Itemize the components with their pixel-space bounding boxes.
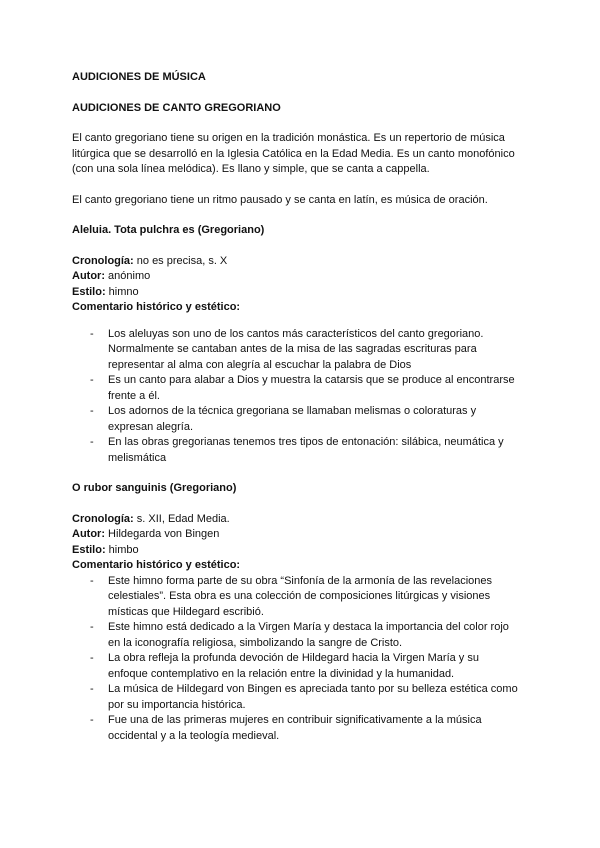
author-field	[72, 269, 528, 285]
list-item-line: La música de Hildegard von Bingen es apreciada tanto por su belleza estética como	[108, 683, 518, 695]
list-item	[72, 682, 528, 713]
author-label: Autor:	[72, 528, 105, 540]
list-item-line: Normalmente se cantaban antes de la misa de las sagradas escrituras para	[108, 343, 477, 355]
list-item	[72, 404, 528, 435]
list-item	[72, 327, 528, 374]
intro-paragraph	[72, 131, 528, 178]
list-item-line: celestiales”. Esta obra es una colección de composiciones litúrgicas y visiones	[108, 590, 491, 602]
commentary-label: Comentario histórico y estético:	[72, 301, 241, 313]
piece-section	[72, 481, 528, 744]
list-item-line: Es un canto para alabar a Dios y muestra la catarsis que se produce al encontrarse	[108, 374, 515, 386]
list-item	[72, 651, 528, 682]
list-item-line: Los adornos de la técnica gregoriana se llamaban melismas o coloraturas y	[108, 405, 477, 417]
list-item-line: Los aleluyas son uno de los cantos más característicos del canto gregoriano.	[108, 327, 484, 340]
section-title: AUDICIONES DE CANTO GREGORIANO	[72, 101, 281, 114]
style-label: Estilo:	[72, 285, 106, 298]
intro-line: (con una sola línea melódica). Es llano y simple, que se canta a cappella.	[72, 163, 430, 175]
style-label: Estilo:	[72, 543, 106, 556]
author-value: anónimo	[105, 270, 151, 282]
chronology-value: s. XII, Edad Media.	[133, 512, 230, 525]
list-item	[72, 373, 528, 404]
style-value: himno	[105, 285, 139, 298]
chronology-label: Cronología:	[72, 254, 134, 267]
list-item-line: melismática	[108, 451, 167, 464]
intro-paragraph-2: El canto gregoriano tiene un ritmo pausado y se canta en latín, es música de oración.	[72, 193, 488, 206]
list-item	[72, 574, 528, 621]
chronology-label: Cronología:	[72, 512, 134, 525]
author-field	[72, 527, 528, 543]
commentary-label: Comentario histórico y estético:	[72, 559, 241, 571]
bullet-dash: -	[90, 621, 94, 633]
intro-line: litúrgica que se desarrolló en la Iglesia Católica en la Edad Media. Es un canto monofónico	[72, 147, 515, 160]
chronology-field	[72, 254, 528, 270]
bullet-dash: -	[90, 683, 94, 695]
bullet-dash: -	[90, 714, 94, 726]
commentary-list	[72, 327, 528, 467]
chronology-value: no es precisa, s. X	[133, 254, 228, 267]
bullet-dash: -	[90, 327, 94, 340]
list-item-line: Este himno está dedicado a la Virgen María y destaca la importancia del color rojo	[108, 621, 509, 633]
commentary-list	[72, 574, 528, 745]
document-title: AUDICIONES DE MÚSICA	[72, 71, 206, 83]
list-item-line: Este himno forma parte de su obra “Sinfonía de la armonía de las revelaciones	[108, 574, 492, 587]
bullet-dash: -	[90, 374, 94, 386]
list-item-line: en la iconografía religiosa, simbolizando la sangre de Cristo.	[108, 636, 403, 649]
list-item	[72, 713, 528, 744]
list-item-line: por su importancia histórica.	[108, 698, 246, 711]
list-item-line: Fue una de las primeras mujeres en contribuir significativamente a la música	[108, 714, 482, 726]
list-item-line: La obra refleja la profunda devoción de Hildegard hacia la Virgen María y su	[108, 652, 479, 664]
list-item-line: representar al alma con alegría al escuchar la palabra de Dios	[108, 358, 412, 371]
bullet-dash: -	[90, 652, 94, 664]
bullet-dash: -	[90, 405, 94, 417]
style-value: himbo	[105, 543, 139, 556]
list-item	[72, 620, 528, 651]
intro-line: El canto gregoriano tiene su origen en la tradición monástica. Es un repertorio de música	[72, 132, 505, 144]
bullet-dash: -	[90, 574, 94, 587]
author-value: Hildegarda von Bingen	[105, 528, 220, 540]
list-item-line: expresan alegría.	[108, 420, 193, 433]
list-item-line: enfoque contemplativo en la relación entre la divinidad y la humanidad.	[108, 667, 455, 680]
piece-heading: Aleluia. Tota pulchra es (Gregoriano)	[72, 224, 265, 236]
list-item-line: En las obras gregorianas tenemos tres tipos de entonación: silábica, neumática y	[108, 436, 504, 448]
list-item-line: frente a él.	[108, 389, 160, 402]
list-item-line: occidental y a la teología medieval.	[108, 729, 280, 742]
piece-heading: O rubor sanguinis (Gregoriano)	[72, 482, 237, 494]
author-label: Autor:	[72, 270, 105, 282]
style-field	[72, 285, 528, 301]
bullet-dash: -	[90, 436, 94, 448]
list-item	[72, 435, 528, 466]
list-item-line: místicas que Hildegard escribió.	[108, 605, 264, 618]
style-field	[72, 543, 528, 559]
piece-section	[72, 223, 528, 466]
chronology-field	[72, 512, 528, 528]
